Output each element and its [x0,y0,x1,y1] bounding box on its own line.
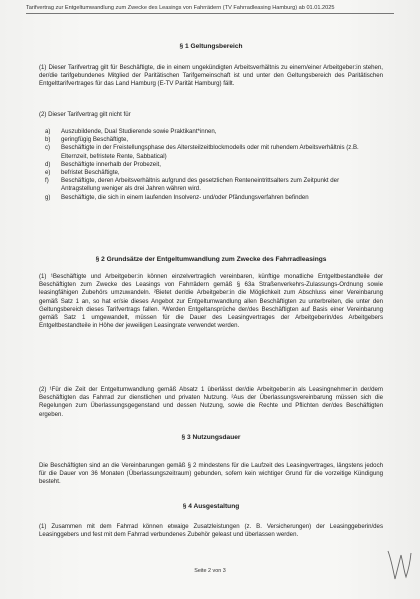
list-item-text: Beschäftigte innerhalb der Probezeit, [61,160,161,168]
list-item-text: Beschäftigte in der Freistellungsphase des Altersteilzeitblockmodells oder mit ruhendem Arbeitsverhältnis (z.B. Elternzeit, befristete Rente, Sabbatical) [61,144,359,160]
list-marker: c) [45,144,51,152]
section-1-paragraph-2: (2) Dieser Tarifvertrag gilt nicht für [39,111,131,118]
list-item-text: befristet Beschäftigte, [61,169,120,177]
section-4-paragraph: (1) Zusammen mit dem Fahrrad können etwaige Zusatzleistungen (z. B. Versicherungen) der Leasinggeberin/des Leasinggebers und fest mit dem Fahrrad verbundenes Zubehör geleast und überlassen werden. [39,523,383,539]
list-item-text: geringfügig Beschäftigte, [61,136,129,144]
section-4-title: § 4 Ausgestaltung [182,503,240,510]
page-footer: Seite 2 von 3 [194,568,226,574]
list-item [39,136,369,144]
list-marker: d) [45,160,51,168]
list-item-text: Auszubildende, Dual Studierende sowie Praktikant*innen, [61,128,217,135]
section-2-title: § 2 Grundsätze der Entgeltumwandlung zum Zwecke des Fahrradleasings [95,256,327,263]
section-1-paragraph-1: (1) Dieser Tarifvertrag gilt für Beschäftigte, die in einem ungekündigten Arbeitsverhältnis zu einem/einer Arbeitgeber:in stehen, der/die tarifgebundenes Mitglied der Paritätischen Tarifgemeinschaft ist und unter den Geltungsbereich des Paritätischen Entgelttarifvertrages für das Land Hamburg (E-TV Parität Hamburg) fällt. [39,64,383,88]
section-2-paragraph-1: (1) ¹Beschäftigte und Arbeitgeber:in können einzelvertraglich vereinbaren, künftige monatliche Entgeltbestandteile der Beschäftigten zum Zwecke des Leasings von Fahrrädern gemäß § 63a Straßenverkehrs-Zulassungs-Ordnung sowie leasingfähigen Zubehörs umzuwandeln. ²Bietet der/die Arbeitgeber:in die Möglichkeit zum Abschluss einer Vereinbarung gemäß Satz 1 an, so hat er/sie dieses Angebot zur Entgeltumwandlung allen Beschäftigten zu unterbreiten, die unter den Geltungsbereich dieses Tarifvertrags fallen. ³Werden Entgeltansprüche der/des Beschäftigten auf Basis einer Vereinbarung gemäß Satz 1 umgewandelt, müssen für die Dauer des Leasingvertrages der Arbeitgeberin/des Arbeitgebers Entgeltbestandteile in Höhe der jeweiligen Leasingrate verwendet werden. [39,273,383,330]
list-marker: f) [45,177,49,185]
list-marker: e) [45,169,51,177]
section-1-title: § 1 Geltungsbereich [179,43,243,50]
section-3-paragraph: Die Beschäftigten sind an die Vereinbarungen gemäß § 2 mindestens für die Laufzeit des Leasingvertrages, längstens jedoch für die Dauer von 36 Monaten (Überlassungszeitraum) gebunden, sofern kein wichtiger Grund für die vorzeitige Kündigung besteht. [39,462,383,486]
list-item [39,128,369,136]
list-item [39,177,369,193]
list-item [39,194,369,202]
list-marker: g) [45,193,51,201]
list-item [39,169,369,177]
list-item [39,144,369,160]
list-item-text: Beschäftigte, die sich in einem laufenden Insolvenz- und/oder Pfändungsverfahren befinden [61,193,309,201]
handwritten-mark [384,545,414,585]
list-marker: a) [45,128,51,135]
running-header: Tarifvertrag zur Entgeltumwandlung zum Zwecke des Leasings von Fahrrädern (TV Fahrradleasing Hamburg) ab 01.01.2025 [26,5,394,14]
list-item [39,161,369,169]
list-marker: b) [45,136,51,144]
section-3-title: § 3 Nutzungsdauer [181,434,241,441]
section-2-paragraph-2: (2) ¹Für die Zeit der Entgeltumwandlung gemäß Absatz 1 überlässt der/die Arbeitgeber:in als Leasingnehmer:in der/dem Beschäftigten das Fahrrad zur dienstlichen und privaten Nutzung. ²Aus der Überlassungsvereinbarung müssen sich die Regelungen zum Überlassungsgegenstand und dessen Nutzung, sowie die Rechte und Pflichten der/des Beschäftigten ergeben. [39,386,383,418]
list-item-text: Beschäftigte, deren Arbeitsverhältnis aufgrund des gesetzlichen Renteneintrittsalters zum Zeitpunkt der Antragstellung weniger als drei Jahren währen wird. [61,177,340,193]
exclusion-list [39,128,369,202]
